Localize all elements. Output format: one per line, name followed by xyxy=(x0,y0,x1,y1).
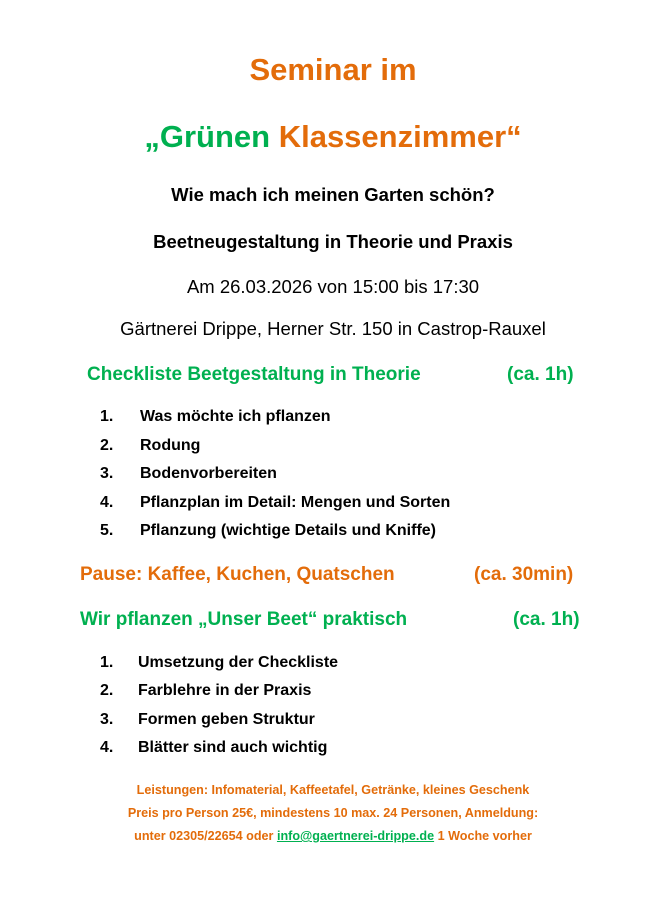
list-number: 3. xyxy=(100,711,114,728)
event-location: Gärtnerei Drippe, Herner Str. 150 in Castrop-Rauxel xyxy=(120,318,546,339)
section1-duration: (ca. 1h) xyxy=(507,364,574,385)
email-link[interactable]: info@gaertnerei-drippe.de xyxy=(276,829,435,843)
list-item: Blätter sind auch wichtig xyxy=(138,739,328,756)
title-line1: Seminar im xyxy=(249,52,417,87)
title-line2 xyxy=(0,121,666,152)
pause-text: Pause: Kaffee, Kuchen, Quatschen xyxy=(80,564,395,585)
title-orange: Klassenzimmer“ xyxy=(278,119,522,154)
event-date: Am 26.03.2026 von 15:00 bis 17:30 xyxy=(186,276,480,297)
footer-price: Preis pro Person 25€, mindestens 10 max. 24 Personen, Anmeldung: xyxy=(127,806,539,820)
pause-duration: (ca. 30min) xyxy=(474,564,574,585)
list-item: Bodenvorbereiten xyxy=(140,465,277,482)
list-number: 2. xyxy=(100,682,114,699)
subtitle-question: Wie mach ich meinen Garten schön? xyxy=(171,184,495,205)
list-number: 5. xyxy=(100,522,114,539)
list-number: 1. xyxy=(100,408,114,425)
footer-deadline: 1 Woche vorher xyxy=(437,829,532,843)
subtitle-topic: Beetneugestaltung in Theorie und Praxis xyxy=(153,231,513,252)
section2-heading: Wir pflanzen „Unser Beet“ praktisch xyxy=(80,609,408,630)
list-item: Rodung xyxy=(140,437,201,454)
list-number: 3. xyxy=(100,465,114,482)
list-item: Farblehre in der Praxis xyxy=(138,682,312,699)
footer-services: Leistungen: Infomaterial, Kaffeetafel, Getränke, kleines Geschenk xyxy=(136,783,530,797)
list-number: 4. xyxy=(100,739,114,756)
section2-duration: (ca. 1h) xyxy=(513,609,580,630)
list-number: 4. xyxy=(100,494,114,511)
list-item: Formen geben Struktur xyxy=(138,711,315,728)
list-number: 2. xyxy=(100,437,114,454)
list-item: Umsetzung der Checkliste xyxy=(138,654,339,671)
list-item: Pflanzung (wichtige Details und Kniffe) xyxy=(140,522,436,539)
footer-phone: unter 02305/22654 oder xyxy=(134,829,274,843)
list-item: Pflanzplan im Detail: Mengen und Sorten xyxy=(140,494,451,511)
list-number: 1. xyxy=(100,654,114,671)
footer-contact xyxy=(0,830,666,843)
list-item: Was möchte ich pflanzen xyxy=(140,408,331,425)
section1-heading: Checkliste Beetgestaltung in Theorie xyxy=(87,364,421,385)
title-green: „Grünen xyxy=(144,119,271,154)
